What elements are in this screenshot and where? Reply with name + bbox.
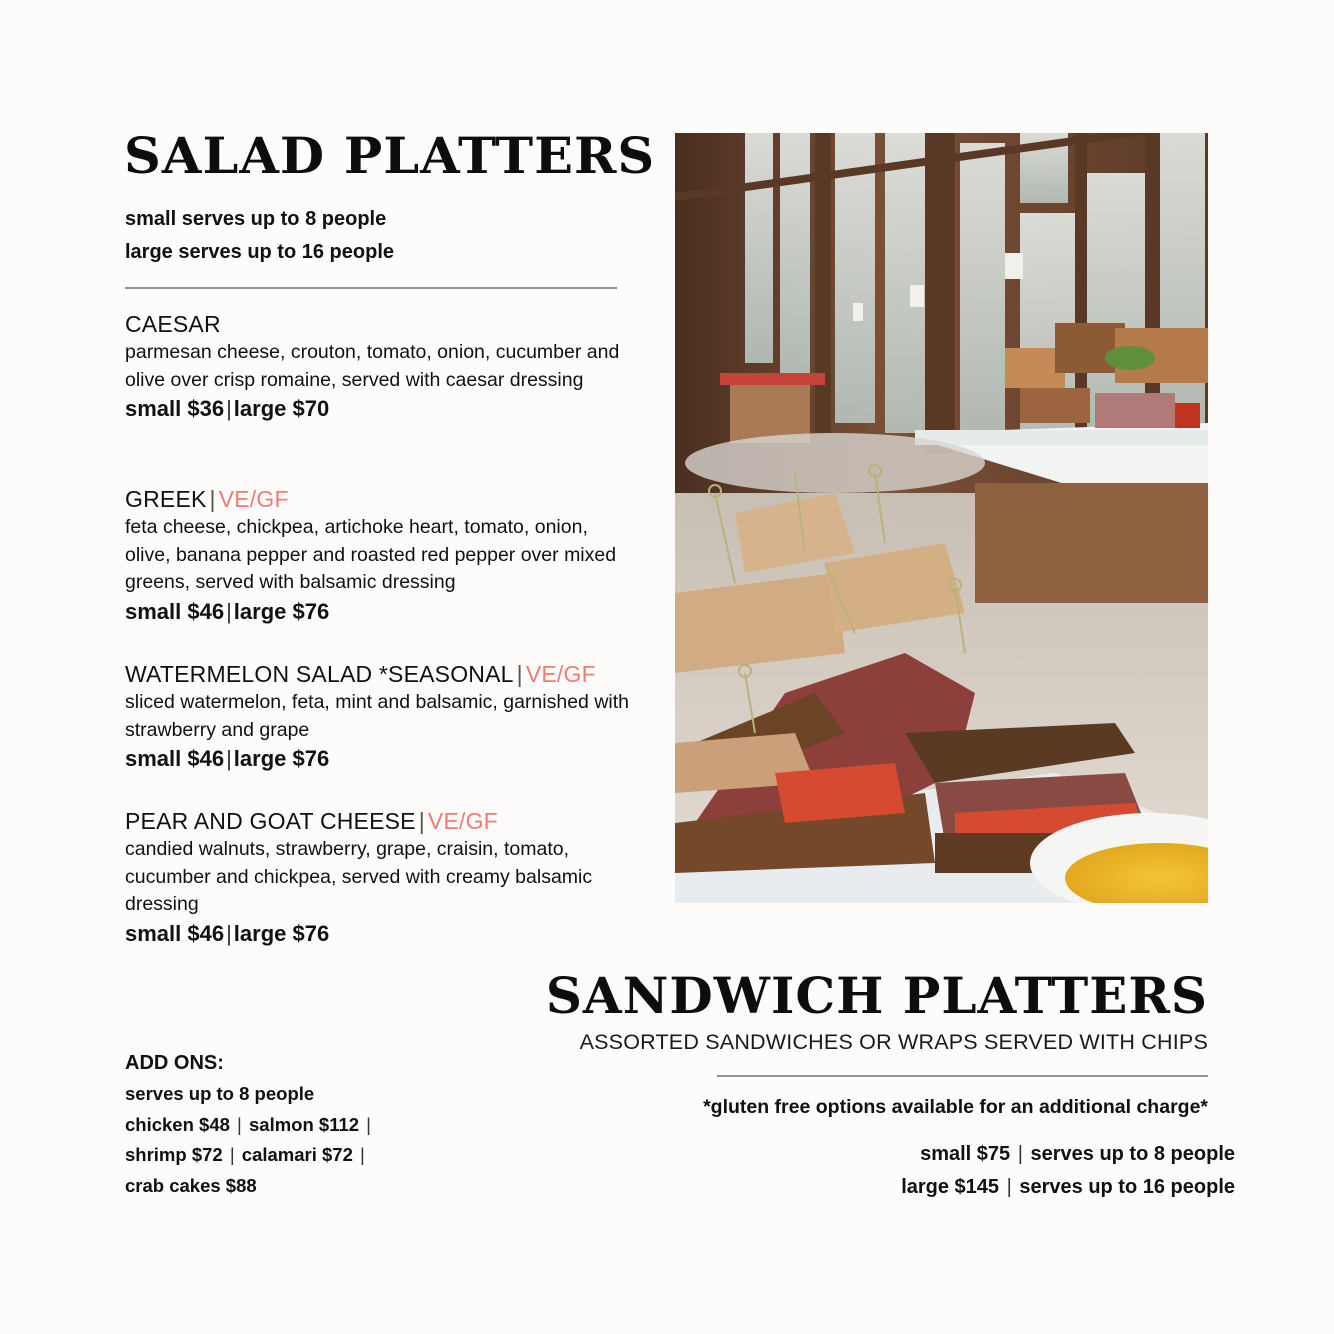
price-small: small $46 — [125, 598, 225, 624]
price: small $75 — [920, 1143, 1011, 1165]
salad-item-name — [125, 484, 635, 514]
price-large: large $70 — [233, 396, 330, 421]
add-ons-title: ADD ONS: — [125, 1052, 224, 1074]
separator: | — [231, 1113, 247, 1135]
price-large: large $76 — [233, 746, 330, 771]
separator: | — [226, 920, 232, 946]
photo-illustration-icon — [675, 133, 1208, 903]
salad-item-price — [125, 597, 635, 627]
sandwich-platter-photo — [675, 133, 1208, 903]
separator: | — [1001, 1176, 1018, 1198]
salad-divider — [125, 287, 617, 289]
add-ons-section — [125, 1047, 373, 1201]
sandwich-platters-subtitle: ASSORTED SANDWICHES OR WRAPS SERVED WITH CHIPS — [579, 1030, 1208, 1054]
diet-tag: VE/GF — [218, 486, 289, 512]
price-small: small $46 — [125, 920, 225, 946]
addon-shrimp: shrimp $72 — [125, 1144, 223, 1165]
salad-serving-sizes — [125, 203, 394, 269]
salad-platters-title: SALAD PLATTERS — [124, 126, 656, 185]
separator: | — [361, 1113, 371, 1135]
add-ons-line — [125, 1140, 373, 1171]
item-name-text: CAESAR — [125, 311, 221, 337]
diet-tag: VE/GF — [427, 808, 498, 834]
addon-crab-cakes: crab cakes $88 — [125, 1174, 257, 1196]
add-ons-serves: serves up to 8 people — [125, 1083, 315, 1104]
item-name-text: PEAR AND GOAT CHEESE — [125, 808, 416, 834]
salad-item-watermelon — [125, 659, 635, 774]
salad-item-name — [125, 806, 635, 836]
salad-item-price — [125, 919, 635, 949]
separator: | — [209, 486, 216, 512]
separator: | — [224, 1144, 240, 1165]
sandwich-divider — [717, 1075, 1208, 1077]
separator: | — [354, 1144, 365, 1165]
salad-item-name — [125, 659, 635, 689]
add-ons-line — [125, 1110, 373, 1141]
salad-item-description: feta cheese, chickpea, artichoke heart, tomato, onion, olive, banana pepper and roasted red pepper over mixed greens, served with balsamic dressing — [125, 516, 617, 593]
salad-item-description: sliced watermelon, feta, mint and balsamic, garnished with strawberry and grape — [125, 691, 629, 741]
salad-item-name — [125, 309, 635, 339]
item-name-text: GREEK — [125, 486, 207, 512]
sandwich-platters-title: SANDWICH PLATTERS — [545, 966, 1208, 1025]
salad-item-caesar — [125, 309, 635, 424]
separator: | — [1012, 1143, 1029, 1165]
serves: serves up to 8 people — [1030, 1143, 1235, 1165]
salad-item-greek — [125, 484, 635, 627]
serves: serves up to 16 people — [1019, 1176, 1235, 1198]
separator: | — [226, 746, 232, 771]
price-small: small $36 — [125, 396, 225, 421]
price-large: large $76 — [233, 598, 330, 624]
separator: | — [418, 808, 425, 834]
addon-chicken: chicken $48 — [125, 1113, 230, 1135]
sandwich-price-small — [901, 1138, 1235, 1171]
salad-serves-large: large serves up to 16 people — [125, 241, 394, 263]
diet-tag: VE/GF — [525, 661, 596, 687]
addon-calamari: calamari $72 — [241, 1144, 353, 1165]
sandwich-price-large — [901, 1171, 1235, 1204]
salad-item-description: candied walnuts, strawberry, grape, craisin, tomato, cucumber and chickpea, served with creamy balsamic dressing — [125, 838, 593, 915]
gluten-free-note: *gluten free options available for an additional charge* — [703, 1096, 1208, 1118]
separator: | — [516, 661, 523, 687]
sandwich-prices — [901, 1138, 1235, 1204]
item-name-text: WATERMELON SALAD *SEASONAL — [125, 661, 514, 687]
price-large: large $76 — [233, 920, 330, 946]
add-ons-line — [125, 1171, 373, 1202]
price-small: small $46 — [125, 746, 225, 771]
salad-item-price — [125, 744, 635, 774]
separator: | — [226, 598, 232, 624]
separator: | — [226, 396, 232, 421]
salad-serves-small: small serves up to 8 people — [125, 208, 387, 230]
salad-item-description: parmesan cheese, crouton, tomato, onion, cucumber and olive over crisp romaine, served with caesar dressing — [125, 341, 620, 391]
salad-item-price — [125, 394, 635, 424]
price: large $145 — [901, 1176, 1000, 1198]
salad-item-pear-goat-cheese — [125, 806, 635, 949]
addon-salmon: salmon $112 — [249, 1113, 360, 1135]
